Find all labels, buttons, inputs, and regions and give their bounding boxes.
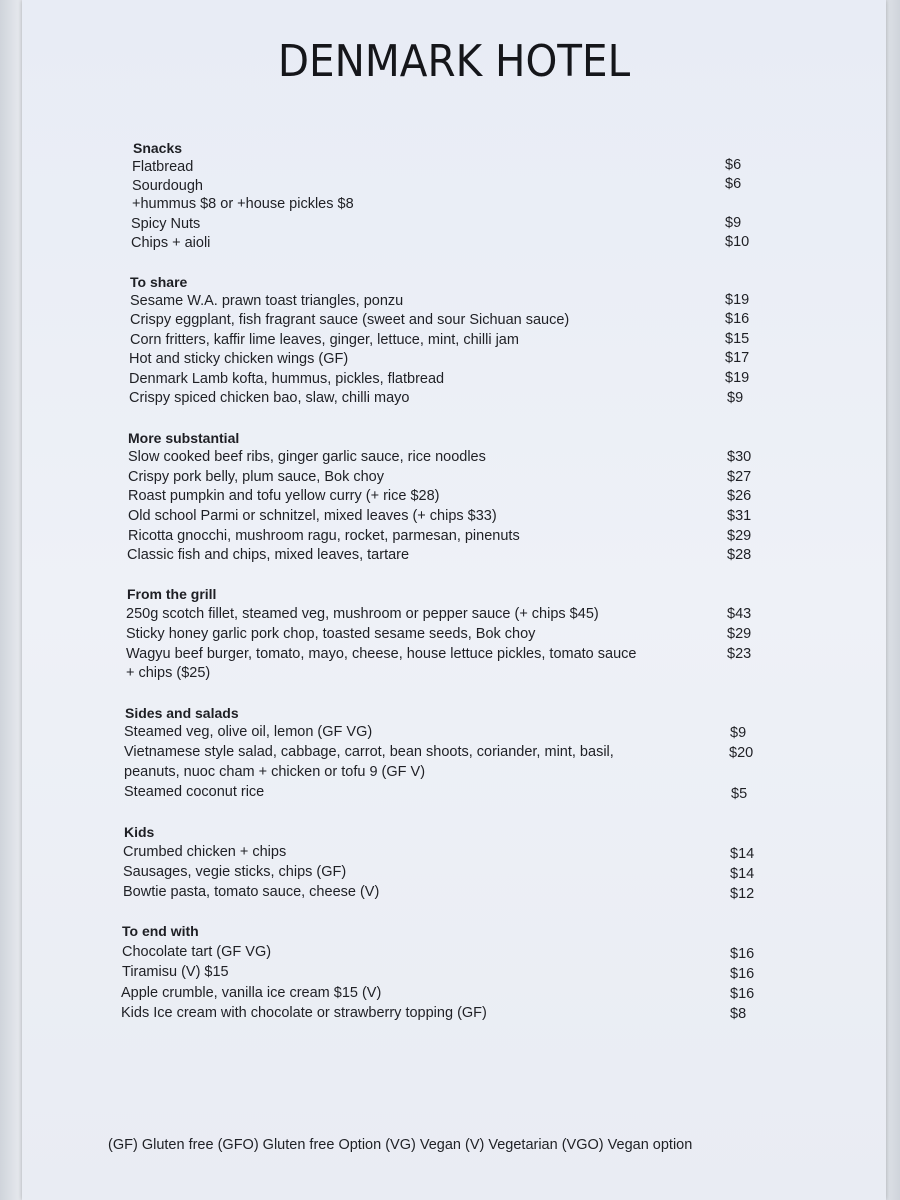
menu-item-name: Corn fritters, kaffir lime leaves, ginger, lettuce, mint, chilli jam [130, 332, 519, 348]
menu-item-price: $5 [731, 786, 748, 802]
section-heading: Snacks [133, 140, 183, 156]
menu-item-price: $9 [730, 725, 747, 741]
menu-item-price: $16 [730, 946, 755, 962]
menu-item-name: Crumbed chicken + chips [123, 844, 287, 860]
menu-item-name: Apple crumble, vanilla ice cream $15 (V) [121, 985, 382, 1001]
menu-item-price: $15 [725, 331, 750, 347]
menu-item-name: Sticky honey garlic pork chop, toasted sesame seeds, Bok choy [126, 626, 536, 642]
menu-item-price: $31 [727, 508, 752, 524]
menu-item-price: $17 [725, 350, 750, 366]
menu-item-price: $29 [727, 626, 752, 642]
section-heading: Sides and salads [125, 705, 239, 721]
menu-item-name: Slow cooked beef ribs, ginger garlic sauce, rice noodles [128, 449, 486, 465]
menu-item-name: Tiramisu (V) $15 [122, 964, 229, 980]
menu-item-name: Sausages, vegie sticks, chips (GF) [123, 864, 347, 880]
menu-item-price: $19 [725, 292, 750, 308]
menu-item-name: peanuts, nuoc cham + chicken or tofu 9 (GF V) [124, 764, 426, 780]
menu-item-name: Bowtie pasta, tomato sauce, cheese (V) [123, 884, 380, 900]
menu-item-price: $20 [729, 745, 754, 761]
menu-item-price: $14 [730, 866, 755, 882]
menu-item-name: Chips + aioli [131, 235, 211, 251]
section-heading: From the grill [127, 586, 217, 602]
menu-item-name: Vietnamese style salad, cabbage, carrot, bean shoots, coriander, mint, basil, [124, 744, 614, 760]
menu-item-price: $23 [727, 646, 752, 662]
menu-item-price: $6 [725, 157, 742, 173]
menu-item-price: $10 [725, 234, 750, 250]
menu-item-name: Ricotta gnocchi, mushroom ragu, rocket, parmesan, pinenuts [128, 528, 520, 544]
menu-item-name: Classic fish and chips, mixed leaves, tartare [127, 547, 410, 563]
menu-item-name: Sesame W.A. prawn toast triangles, ponzu [130, 293, 404, 309]
menu-item-price: $30 [727, 449, 752, 465]
menu-item-name: Denmark Lamb kofta, hummus, pickles, flatbread [129, 371, 445, 387]
menu-item-name: Flatbread [132, 159, 194, 175]
dietary-legend: (GF) Gluten free (GFO) Gluten free Option (VG) Vegan (V) Vegetarian (VGO) Vegan option [108, 1137, 693, 1153]
menu-item-name: Crispy spiced chicken bao, slaw, chilli mayo [129, 390, 410, 406]
menu-item-price: $12 [730, 886, 755, 902]
menu-item-price: $9 [725, 215, 742, 231]
menu-item-name: Kids Ice cream with chocolate or strawberry topping (GF) [121, 1005, 487, 1021]
menu-item-price: $26 [727, 488, 752, 504]
menu-item-name: + chips ($25) [126, 665, 211, 681]
section-heading: To share [130, 274, 188, 290]
menu-item-price: $43 [727, 606, 752, 622]
menu-item-name: Chocolate tart (GF VG) [122, 944, 272, 960]
menu-item-price: $14 [730, 846, 755, 862]
menu-item-price: $6 [725, 176, 742, 192]
menu-item-name: Steamed veg, olive oil, lemon (GF VG) [124, 724, 373, 740]
menu-item-name: Hot and sticky chicken wings (GF) [129, 351, 349, 367]
menu-item-name: Spicy Nuts [131, 216, 201, 232]
menu-item-name: 250g scotch fillet, steamed veg, mushroom or pepper sauce (+ chips $45) [126, 606, 599, 622]
menu-item-price: $16 [725, 311, 750, 327]
section-heading: Kids [124, 824, 155, 840]
menu-item-price: $9 [727, 390, 744, 406]
menu-item-price: $28 [727, 547, 752, 563]
menu-title: DENMARK HOTEL [277, 36, 631, 87]
menu-item-price: $27 [727, 469, 752, 485]
menu-item-price: $16 [730, 966, 755, 982]
section-heading: More substantial [128, 430, 240, 446]
menu-item-name: Steamed coconut rice [124, 784, 265, 800]
menu-item-name: +hummus $8 or +house pickles $8 [132, 196, 354, 212]
menu-item-name: Sourdough [132, 178, 203, 194]
menu-item-name: Wagyu beef burger, tomato, mayo, cheese, house lettuce pickles, tomato sauce [126, 646, 637, 662]
menu-item-name: Roast pumpkin and tofu yellow curry (+ rice $28) [128, 488, 440, 504]
menu-item-price: $8 [730, 1006, 747, 1022]
menu-item-price: $19 [725, 370, 750, 386]
menu-item-price: $16 [730, 986, 755, 1002]
menu-item-name: Crispy pork belly, plum sauce, Bok choy [128, 469, 385, 485]
menu-sheet [22, 0, 886, 1200]
section-heading: To end with [122, 923, 199, 939]
menu-item-name: Old school Parmi or schnitzel, mixed leaves (+ chips $33) [128, 508, 497, 524]
menu-item-price: $29 [727, 528, 752, 544]
menu-item-name: Crispy eggplant, fish fragrant sauce (sweet and sour Sichuan sauce) [130, 312, 570, 328]
